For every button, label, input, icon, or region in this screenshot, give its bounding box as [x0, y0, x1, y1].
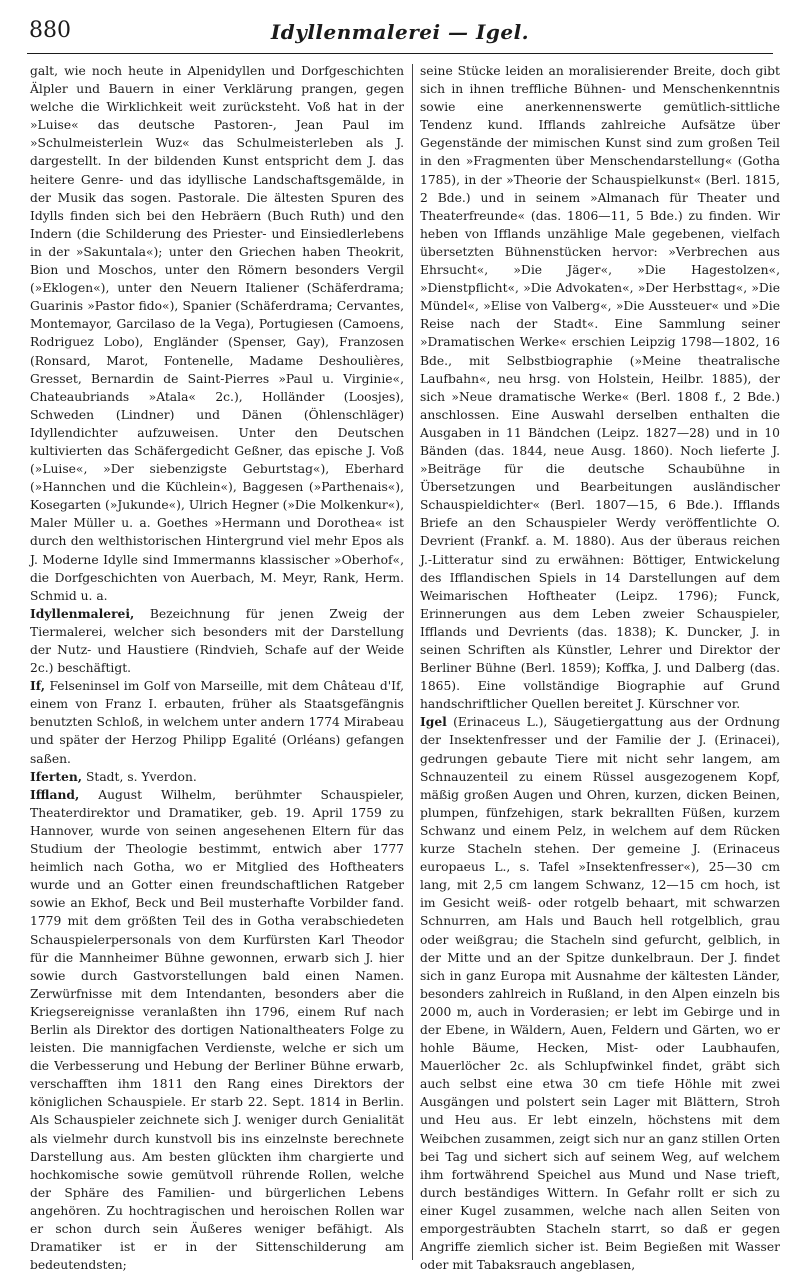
entry-igel	[420, 713, 780, 1274]
header-rule	[27, 53, 773, 54]
right-column	[420, 62, 780, 1273]
entry-body-idyllenmalerei: Bezeichnung für jenen Zweig der Tiermalerei, welcher sich besonders mit der Darstellung der Nutz- und Haustiere (Rindvieh, Schafe auf der Weide 2c.) beschäftigt.	[30, 606, 404, 676]
entry-body-iferten: Stadt, s. Yverdon.	[82, 769, 197, 784]
page-number: 880	[29, 18, 71, 43]
entry-iffland	[30, 786, 404, 1275]
entry-body-iffland: August Wilhelm, berühmter Schauspieler, Theaterdirektor und Dramatiker, geb. 19. April 1759 zu Hannover, wurde von seinen angesehenen Eltern für das Studium der Theologie bestimmt, entwich aber 1777 heimlich nach Gotha, wo er Mitglied des Hoftheaters wurde und an Gotter einen freundschaftlichen Ratgeber sowie an Ekhof, Beck und Beil musterhafte Vorbilder fand. 1779 mit dem größten Teil des in Gotha verabschiedeten Schauspielerpersonals von dem Kurfürsten Karl Theodor für die Mannheimer Bühne gewonnen, erwarb sich J. hier sowie durch Gastvorstellungen bald einen Namen. Zerwürfnisse mit dem Intendanten, besonders aber die Kriegsereignisse veranlaßten ihn 1796, einem Ruf nach Berlin als Direktor des dortigen Nationaltheaters Folge zu leisten. Die mannigfachen Verdienste, welche er sich um die Verbesserung und Hebung der Berliner Bühne erwarb, verschafften ihm 1811 den Rang eines Direktors der königlichen Schauspiele. Er starb 22. Sept. 1814 in Berlin. Als Schauspieler zeichnete sich J. weniger durch Genialität als vielmehr durch kunstvoll bis ins einzelnste berechnete Darstellung aus. Am besten glückten ihm chargierte und hochkomische sowie gemütvoll rührende Rollen, welche der Sphäre des Familien- und bürgerlichen Lebens angehören. Zu hochtragischen und heroischen Rollen war er schon durch sein Äußeres weniger befähigt. Als Dramatiker ist er in der Sittenschilderung am bedeutendsten;	[30, 787, 404, 1273]
left-column	[30, 62, 404, 1273]
entry-body-if: Felseninsel im Golf von Marseille, mit dem Château d'If, einem von Franz I. erbauten, früher als Staatsgefängnis benutzten Schloß, in welchem unter andern 1774 Mirabeau und später der Herzog Philipp Egalité (Orléans) gefangen saßen.	[30, 679, 404, 766]
headword-iferten: Iferten,	[30, 768, 83, 784]
headword-igel: Igel	[420, 714, 447, 730]
headword-idyllenmalerei: Idyllenmalerei,	[30, 605, 135, 621]
entry-if	[30, 677, 404, 767]
entry-idyllenmalerei	[30, 605, 404, 677]
headword-iffland: Iffland,	[30, 786, 80, 802]
headword-if: If,	[30, 678, 46, 694]
entry-idyll-continued: galt, wie noch heute in Alpenidyllen und Dorfgeschichten Älpler und Bauern in einer Verklärung prangen, gegen welche die Wirklichkeit weit zurücksteht. Voß hat in der »Luise« das deutsche Pastoren-, Jean Paul im »Schulmeisterlein Wuz« das Schulmeisterleben als J. dargestellt. In der bildenden Kunst entspricht dem J. das heitere Genre- und das idyllische Landschaftsgemälde, in der Musik das sogen. Pastorale. Die ältesten Spuren des Idylls finden sich bei den Hebräern (Buch Ruth) und den Indern (die Schilderung des Priester- und Einsiedlerlebens in der »Sakuntala«); unter den Griechen haben Theokrit, Bion und Moschos, unter den Römern besonders Vergil (»Eklogen«), unter den Neuern Italiener (Schäferdrama; Guarinis »Pastor fido«), Spanier (Schäferdrama; Cervantes, Montemayor, Garcilaso de la Vega), Portugiesen (Camoens, Rodriguez Lobo), Engländer (Spenser, Gay), Franzosen (Ronsard, Marot, Fontenelle, Madame Deshoulières, Gresset, Bernardin de Saint-Pierres »Paul u. Virginie«, Chateaubriands »Atala« 2c.), Holländer (Loosjes), Schweden (Lindner) und Dänen (Öhlenschläger) Idyllendichter aufzuweisen. Unter den Deutschen kultivierten das Schäfergedicht Geßner, das epische J. Voß (»Luise«, »Der siebenzigste Geburtstag«), Eberhard (»Hannchen und die Küchlein«), Baggesen (»Parthenais«), Kosegarten (»Jukunde«), Ulrich Hegner (»Die Molkenkur«), Maler Müller u. a. Goethes »Hermann und Dorothea« ist durch den welthistorischen Hintergrund viel mehr Epos als J. Moderne Idylle sind Immermanns klassischer »Oberhof«, die Dorfgeschichten von Auerbach, M. Meyr, Rank, Herm. Schmid u. a.	[30, 64, 404, 603]
entry-iferten	[30, 768, 404, 786]
page-header	[27, 14, 773, 54]
column-divider	[412, 64, 413, 1260]
running-title: Idyllenmalerei — Igel.	[270, 20, 530, 44]
entry-body-igel: (Erinaceus L.), Säugetiergattung aus der Ordnung der Insektenfresser und der Familie der J. (Erinacei), gedrungen gebaute Tiere mit nicht sehr langem, am Schnauzenteil zu einem Rüssel ausgezogenem Kopf, mäßig großen Augen und Ohren, kurzen, dicken Beinen, plumpen, fünfzehigen, stark bekrallten Füßen, kurzem Schwanz und einem Pelz, in welchem auf dem Rücken kurze Stacheln stehen. Der gemeine J. (Erinaceus europaeus L., s. Tafel »Insektenfresser«), 25—30 cm lang, mit 2,5 cm langem Schwanz, 12—15 cm hoch, ist im Gesicht weiß- oder rotgelb behaart, mit schwarzen Schnurren, am Hals und Bauch hell rotgelblich, grau oder weißgrau; die Stacheln sind gefurcht, gelblich, in der Mitte und an der Spitze dunkelbraun. Der J. findet sich in ganz Europa mit Ausnahme der kältesten Länder, besonders zahlreich in Rußland, in den Alpen einzeln bis 2000 m, auch in Vorderasien; er lebt im Gebirge und in der Ebene, in Wäldern, Auen, Feldern und Gärten, wo er hohle Bäume, Hecken, Mist- oder Laubhaufen, Mauerlöcher 2c. als Schlupfwinkel findet, gräbt sich auch selbst eine etwa 30 cm tiefe Höhle mit zwei Ausgängen und polstert sein Lager mit Blättern, Stroh und Heu aus. Er lebt einzeln, höchstens mit dem Weibchen zusammen, zeigt sich nur an ganz stillen Orten bei Tag und sichert sich auf seinem Weg, auf welchem ihm fortwährend Speichel aus Mund und Nase trieft, durch beständiges Wittern. In Gefahr rollt er sich zu einer Kugel zusammen, welche nach allen Seiten von emporgesträubten Stacheln starrt, so daß er gegen Angriffe ziemlich sicher ist. Beim Begießen mit Wasser oder mit Tabaksrauch angeblasen,	[420, 715, 780, 1273]
entry-iffland-continued: seine Stücke leiden an moralisierender Breite, doch gibt sich in ihnen treffliche Bühnen- und Menschenkenntnis sowie eine anerkennenswerte gemütlich-sittliche Tendenz kund. Ifflands zahlreiche Aufsätze über Gegenstände der mimischen Kunst sind zum großen Teil in den »Fragmenten über Menschendarstellung« (Gotha 1785), in der »Theorie der Schauspielkunst« (Berl. 1815, 2 Bde.) und in seinem »Almanach für Theater und Theaterfreunde« (das. 1806—11, 5 Bde.) zu finden. Wir heben von Ifflands unzählige Male gegebenen, vielfach übersetzten Bühnenstücken hervor: »Verbrechen aus Ehrsucht«, »Die Jäger«, »Die Hagestolzen«, »Dienstpflicht«, »Die Advokaten«, »Der Herbsttag«, »Die Mündel«, »Elise von Valberg«, »Die Aussteuer« und »Die Reise nach der Stadt«. Eine Sammlung seiner »Dramatischen Werke« erschien Leipzig 1798—1802, 16 Bde., mit Selbstbiographie (»Meine theatralische Laufbahn«, neu hrsg. von Holstein, Heilbr. 1885), der sich »Neue dramatische Werke« (Berl. 1808 f., 2 Bde.) anschlossen. Eine Auswahl derselben enthalten die Ausgaben in 11 Bändchen (Leipz. 1827—28) und in 10 Bänden (das. 1844, neue Ausg. 1860). Noch lieferte J. »Beiträge für die deutsche Schaubühne in Übersetzungen und Bearbeitungen ausländischer Schauspieldichter« (Berl. 1807—15, 6 Bde.). Ifflands Briefe an den Schauspieler Werdy veröffentlichte O. Devrient (Frankf. a. M. 1880). Aus der überaus reichen J.-Litteratur sind zu erwähnen: Böttiger, Entwickelung des Ifflandischen Spiels in 14 Darstellungen auf dem Weimarischen Hoftheater (Leipz. 1796); Funck, Erinnerungen aus dem Leben zweier Schauspieler, Ifflands und Devrients (das. 1838); K. Duncker, J. in seinen Schriften als Künstler, Lehrer und Direktor der Berliner Bühne (Berl. 1859); Koffka, J. und Dalberg (das. 1865). Eine vollständige Biographie auf Grund handschriftlicher Quellen bereitet J. Kürschner vor.	[420, 64, 780, 712]
